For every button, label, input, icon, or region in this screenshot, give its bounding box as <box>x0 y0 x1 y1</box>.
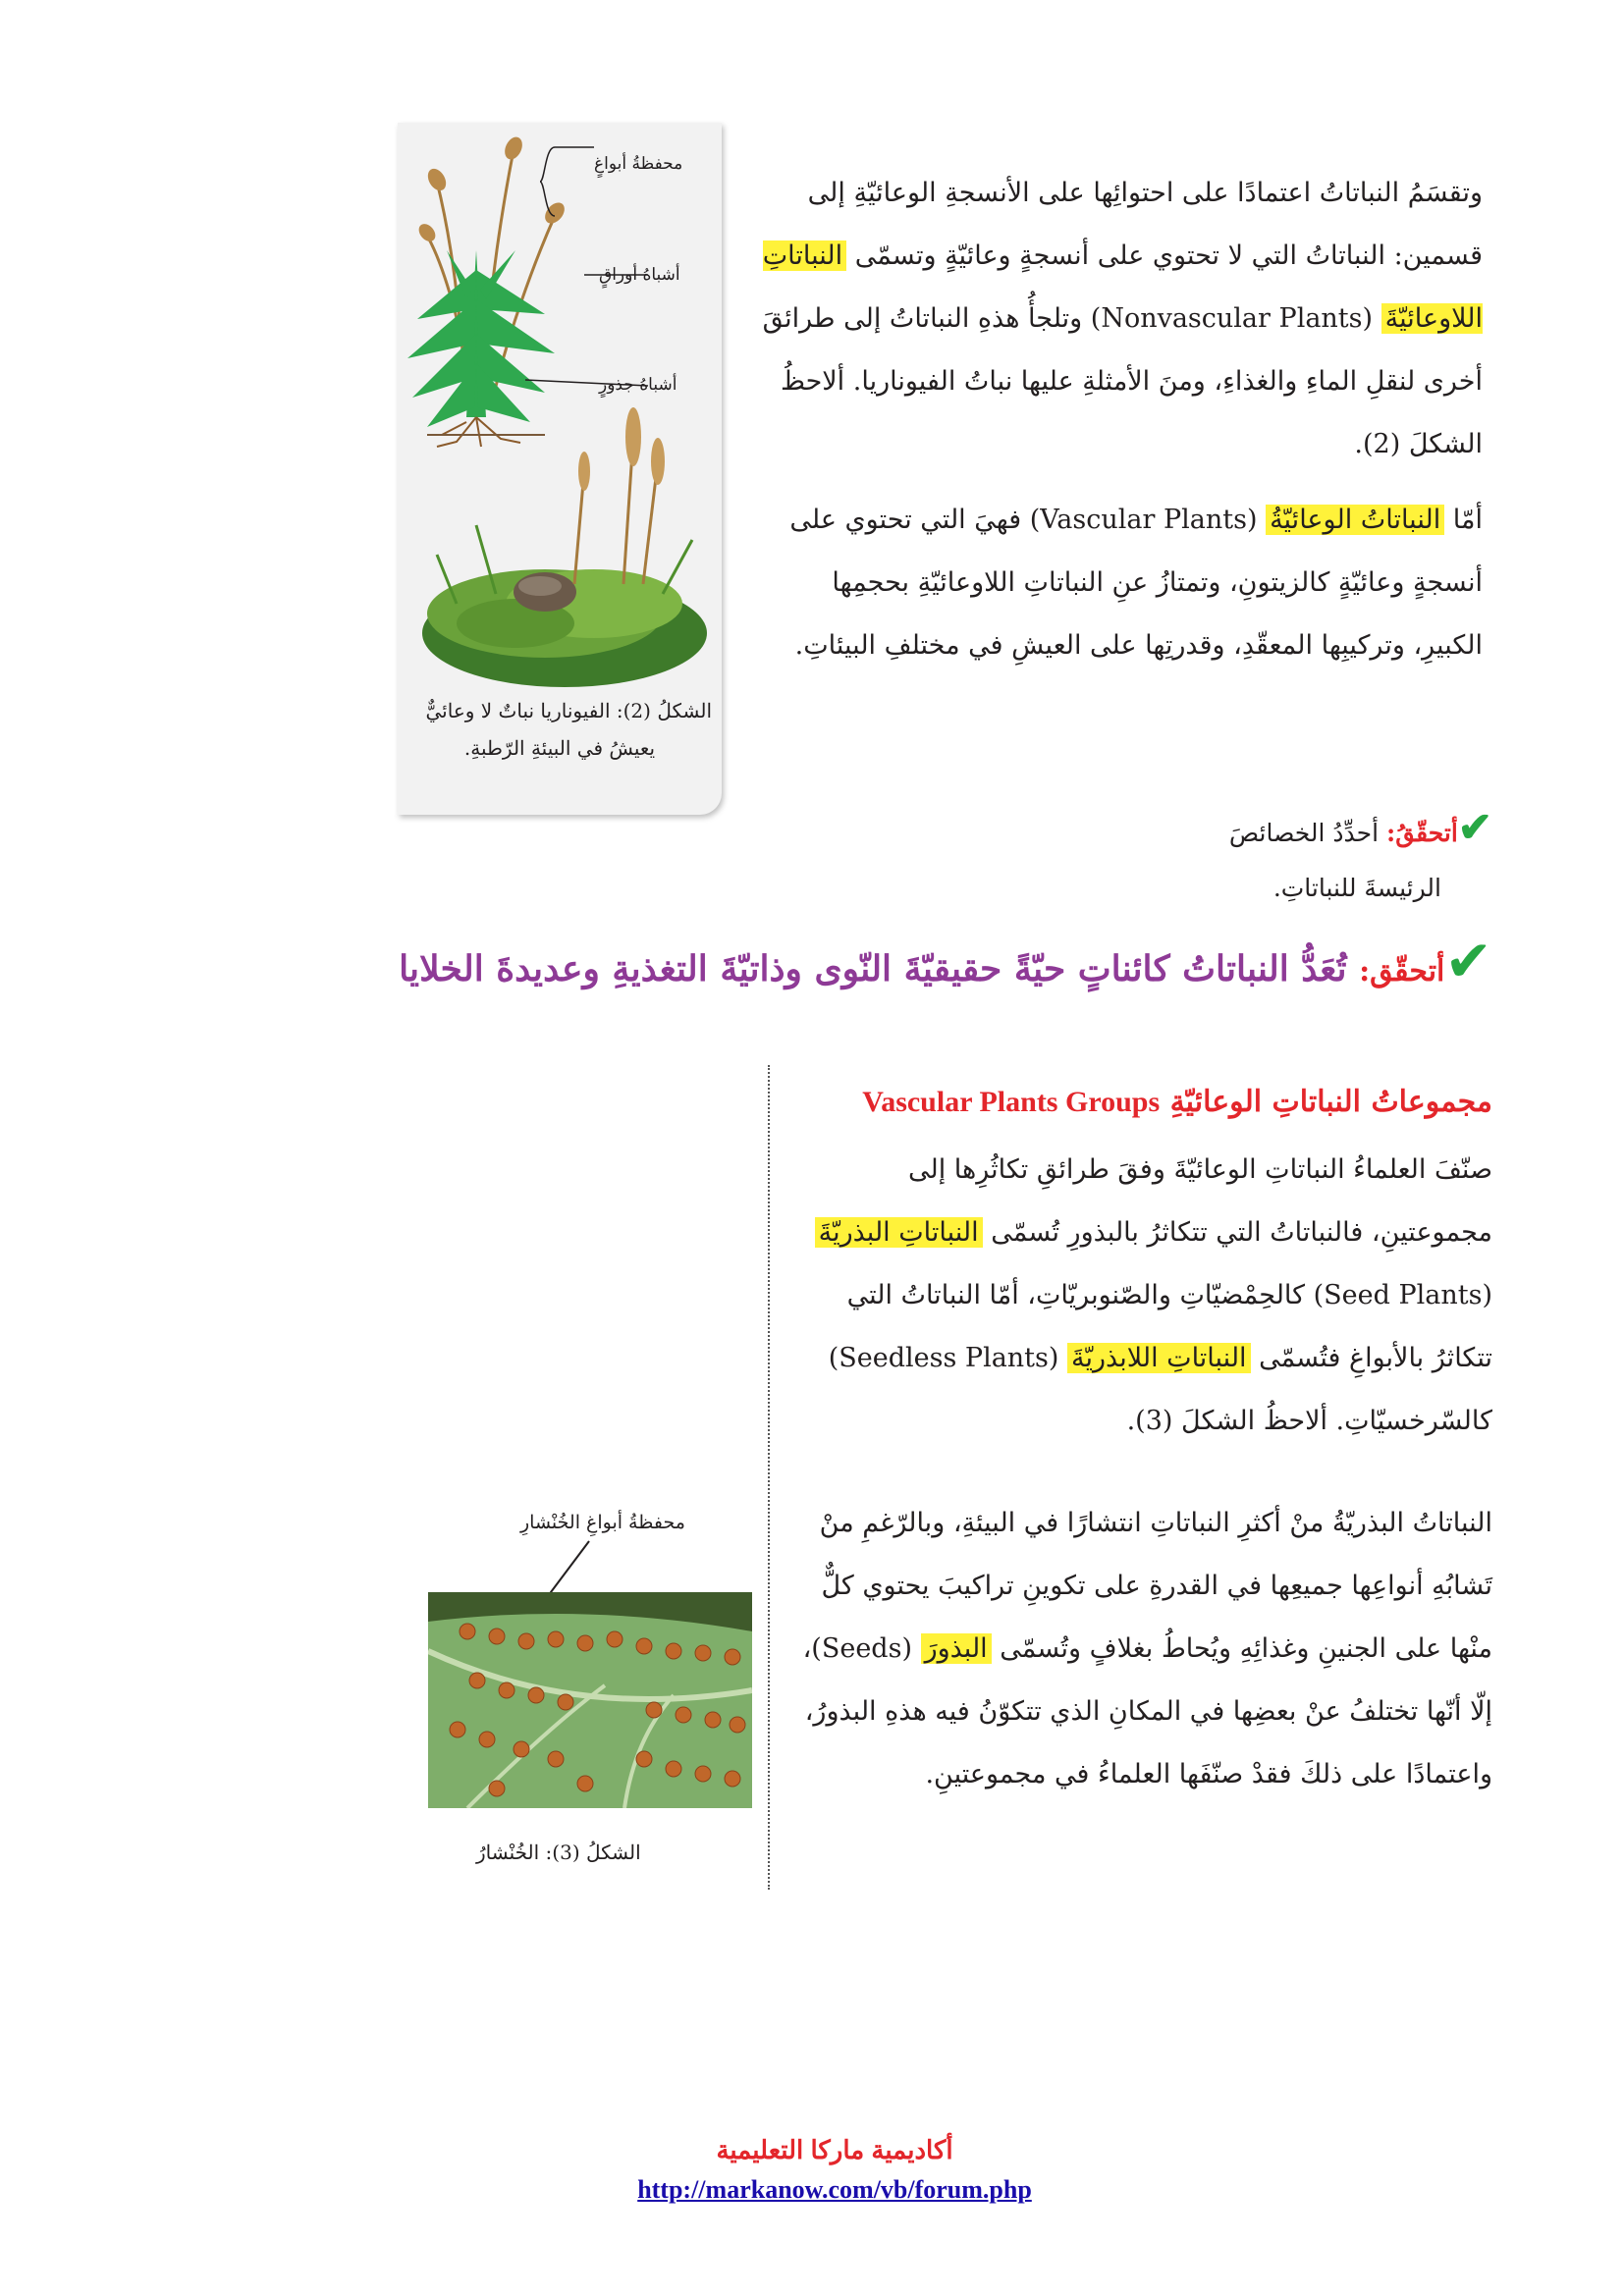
label-spore-capsule: محفظةُ أبواغٍ <box>594 154 683 174</box>
label-root-like: أشباهُ جذورٍ <box>599 375 677 395</box>
funaria-moss-illustration <box>398 123 722 712</box>
figure2-card <box>398 123 722 815</box>
footer-title: أكاديمية ماركا التعليمية <box>716 2135 953 2164</box>
term-seeds: البذورَ <box>921 1633 992 1664</box>
fern-sori-photo <box>428 1592 752 1808</box>
check-answer: ✔أتحقّق: تُعَدُّ النباتاتُ كائناتٍ حيّةً حقيقيّةَ النّوى وذاتيّةَ التغذيةِ وعديدةَ الخلايا <box>399 928 1492 994</box>
section2-paragraph2: النباتاتُ البذريّةُ منْ أكثرِ النباتاتِ انتشارًا في البيئةِ، وبالرّغمِ منْ تَشابُهِ أنواعِها جميعِها في القدرةِ على تكوينِ تراكيبَ يحتوي كلٌّ منْها على الجنينِ وغذائِهِ ويُحاطُ بغلافٍ وتُسمّى البذورَ (Seeds)، إلّا أنّها تختلفُ عنْ بعضِها في المكانِ الذي تتكوّنُ فيه هذهِ البذورُ، واعتمادًا على ذلكَ فقدْ صنّفَها العلماءُ في مجموعتينِ. <box>802 1508 1492 1789</box>
moss-clump <box>422 407 707 687</box>
section1-paragraph1: وتقسَمُ النباتاتُ اعتمادًا على احتوائِها على الأنسجةِ الوعائيّةِ إلى قسمين: النباتاتُ التي لا تحتوي على أنسجةٍ وعائيّةٍ وتسمّى النباتاتِ اللاوعائيّةَ (Nonvascular Plants) وتلجأُ هذهِ النباتاتُ إلى طرائقَ أخرى لنقلِ الماءِ والغذاءِ، ومنَ الأمثلةِ عليها نباتُ الفيوناريا. ألاحظُ الشكلَ (2). <box>762 178 1483 459</box>
term-vascular: النباتاتُ الوعائيّةُ <box>1266 505 1444 535</box>
section1-paragraph2: أمّا النباتاتُ الوعائيّةُ (Vascular Plants) فهيَ التي تحتوي على أنسجةٍ وعائيّةٍ كالزيتونِ، وتمتازُ عنِ النباتاتِ اللاوعائيّةِ بحجمِها الكبيرِ، وتركيبِها المعقّدِ، وقدرتِها على العيشِ في مختلفِ البيئاتِ. <box>789 505 1483 661</box>
term-nonvascular: النباتاتِ اللاوعائيّةَ <box>762 240 1483 334</box>
footer <box>540 2135 1129 2205</box>
term-seed-plants: النباتاتِ البذريّةَ <box>815 1217 983 1248</box>
section2-heading: مجموعاتُ النباتاتِ الوعائيّةِ Vascular Plants Groups <box>862 1085 1492 1119</box>
leafy-shoot <box>407 250 555 427</box>
check-icon: ✔ <box>1444 928 1492 994</box>
figure2-caption: الشكلُ (2): الفيوناريا نباتٌ لا وعائيٌّ يعيشُ في البيئةِ الرّطبةِ. <box>425 699 712 760</box>
check-icon: ✔ <box>1457 803 1492 851</box>
figure3-caption: الشكلُ (3): الخُنْشارُ <box>476 1841 641 1864</box>
label-fern-sporangia: محفظةُ أبواغِ الخُنْشارِ <box>520 1512 685 1533</box>
footer-link[interactable]: http://markanow.com/vb/forum.php <box>637 2175 1032 2204</box>
check-question: ✔أتحقّقُ: أحدِّدُ الخصائصَ الرئيسةَ للنباتاتِ. <box>1228 803 1492 902</box>
rhizoids <box>427 417 545 447</box>
section2-paragraph1: صنّفَ العلماءُ النباتاتِ الوعائيّةَ وفقَ طرائقِ تكاثُرِها إلى مجموعتينِ، فالنباتاتُ التي تتكاثرُ بالبذورِ تُسمّى النباتاتِ البذريّةَ (Seed Plants) كالحِمْضيّاتِ والصّنوبريّاتِ، أمّا النباتاتُ التي تتكاثرُ بالأبواغِ فتُسمّى النباتاتِ اللابذريّةَ (Seedless Plants) كالسّرخسيّاتِ. ألاحظُ الشكلَ (3). <box>785 1139 1492 1453</box>
label-leaf-like: أشباهُ أوراقٍ <box>599 265 680 285</box>
term-seedless-plants: النباتاتِ اللابذريّةَ <box>1067 1343 1251 1373</box>
column-divider <box>768 1065 770 1890</box>
